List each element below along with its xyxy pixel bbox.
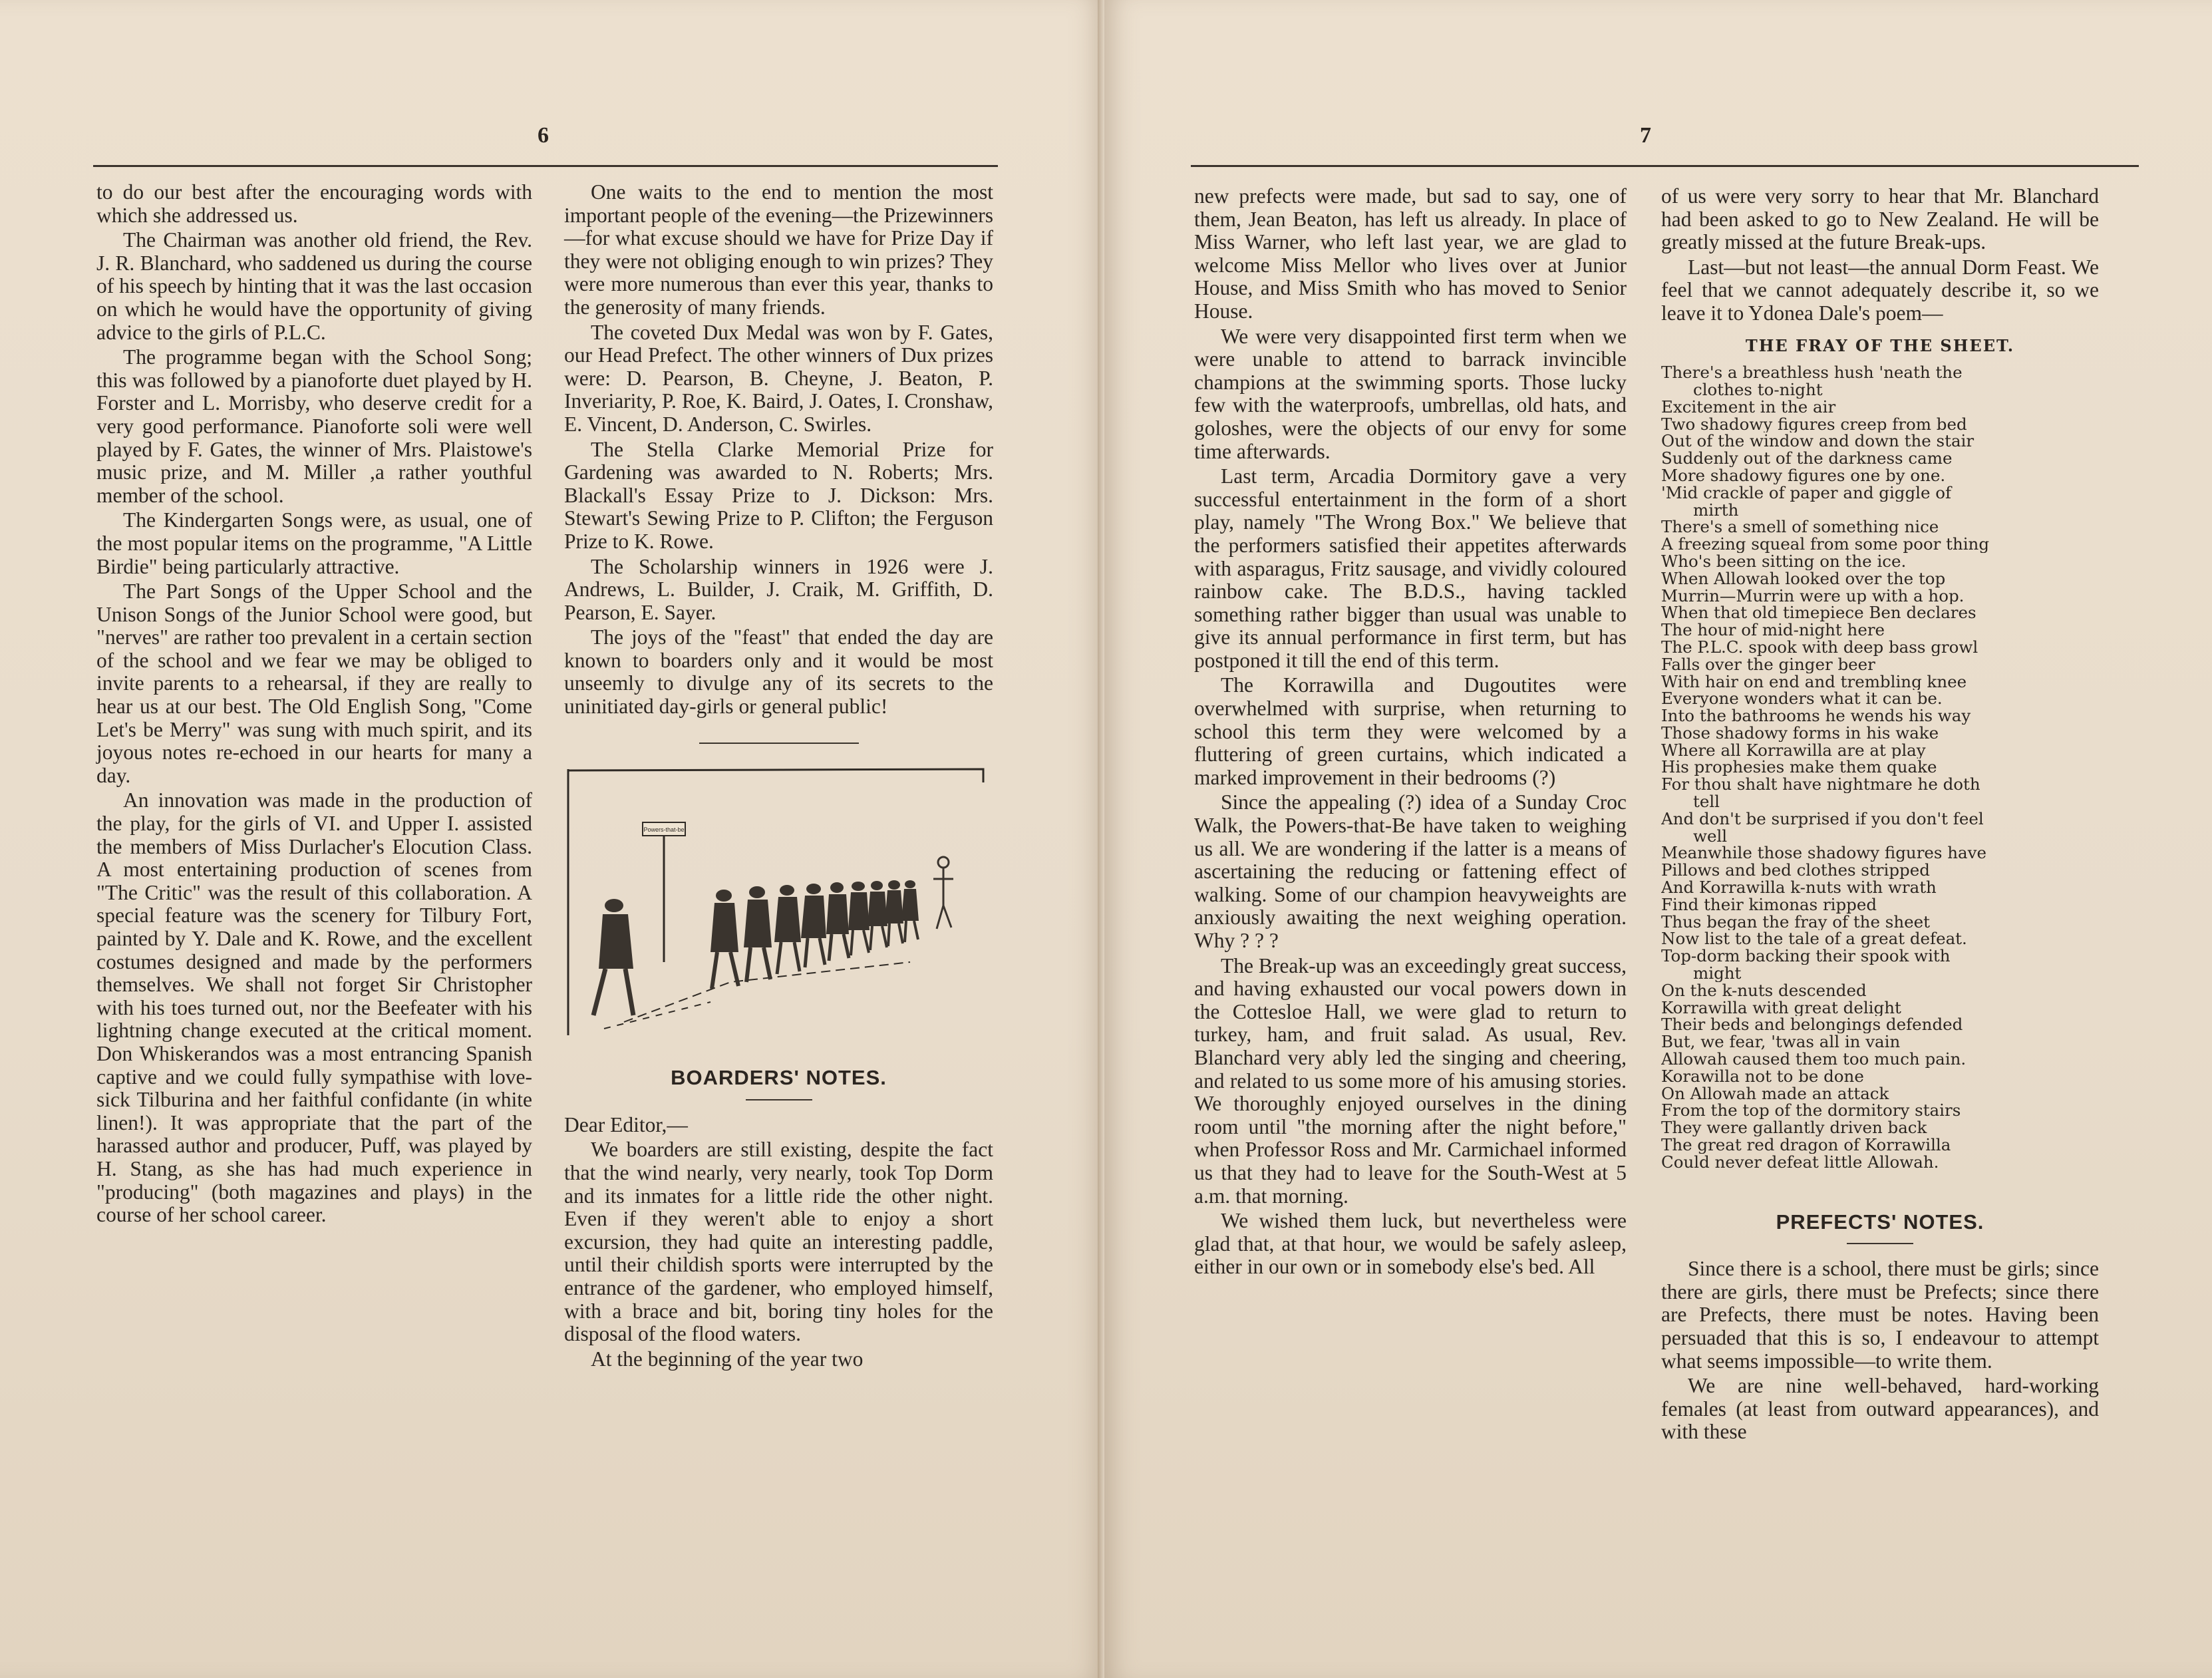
header-rule <box>1191 165 2139 167</box>
poem-line: Those shadowy forms in his wake <box>1661 724 1939 742</box>
paragraph: We are nine well-behaved, hard-working females (at least from outward appearances), and with these <box>1661 1374 2099 1444</box>
poem-line: Suddenly out of the darkness came <box>1661 450 1953 467</box>
poem-line: Allowah caused them too much pain. <box>1661 1051 1967 1068</box>
poem-line: Top-dorm backing their spook with <box>1661 947 1951 965</box>
poem-line: Excitement in the air <box>1661 398 1836 416</box>
paragraph: One waits to the end to mention the most important people of the evening—the Prizewinners—for what excuse should we have for Prize Day if they were not obliging enough to win prizes? They were more numerous than ever this year, thanks to the generosity of many friends. <box>564 180 993 319</box>
right-page-column-2 <box>1661 185 2099 1446</box>
poem-line: The great red dragon of Korrawilla <box>1661 1136 1951 1154</box>
paragraph: The Break-up was an exceedingly great success, and having exhausted our vocal powers down in the Cottesloe Hall, we were glad to return to turkey, ham, and fruit salad. As usual, Rev. Blanchard very ably led the singing and cheering, and related to us some more of his amusing stories. We thoroughly enjoyed ourselves in the dining room until "the morning after the night before," when Professor Ross and Mr. Carmichael informed us that they had to leave for the South-West at 5 a.m. that morning. <box>1194 953 1627 1208</box>
salutation: Dear Editor,— <box>564 1112 688 1136</box>
poem-line: well <box>1693 827 1728 845</box>
poem-line: On Allowah made an attack <box>1661 1085 1889 1102</box>
left-page <box>0 0 1104 1678</box>
paragraph: The Part Songs of the Upper School and the Unison Songs of the Junior School were good, but "nerves" are rather too prevalent in a certain section of the school and we fear we may be obliged to invite parents to a rehearsal, if they are really to hear us at our best. The Old English Song, "Come Let's be Merry" was sung with much spirit, and its joyous notes re-echoed in our hearts for many a day. <box>96 580 532 787</box>
poem-line: might <box>1693 965 1742 982</box>
page-number: 6 <box>538 123 549 148</box>
poem-line: Pillows and bed clothes stripped <box>1661 862 1930 880</box>
poem-line: Thus began the fray of the sheet <box>1661 913 1930 931</box>
prefects-notes-heading: PREFECTS' NOTES. <box>1776 1210 1984 1234</box>
paragraph: The coveted Dux Medal was won by F. Gates, our Head Prefect. The other winners of Dux prizes were: D. Pearson, B. Cheyne, J. Beaton, P. Inveriarity, P. Roe, K. Baird, J. Oates, I. Cronshaw, E. Vincent, D. Anderson, C. Swirles. <box>564 320 993 436</box>
paragraph: An innovation was made in the production of the play, for the girls of VI. and Upper I. assisted the members of Miss Durlacher's Elocution Class. A most entertaining production of scenes from "The Critic" was the result of this collaboration. A special feature was the scenery for Tilbury Fort, painted by Y. Dale and K. Rowe, and the excellent costumes designed and made by the performers themselves. We shall not forget Sir Christopher with his toes turned out, nor the Beefeater with his lightning change executed at the critical moment. Don Whiskerandos was a most entrancing Spanish captive and we could fully sympathise with love-sick Tilburina and her faithful confidante (in white linen!). It was appropriate that the part of the harassed author and producer, Puff, was played by H. Stang, as she has had much experience in "producing" (both magazines and plays) in the course of her school career. <box>96 788 532 1227</box>
poem-line: Murrin—Murrin were up with a hop. <box>1661 587 1965 605</box>
poem-line: For thou shalt have nightmare he doth <box>1661 776 1980 794</box>
poem-line: Out of the window and down the stair <box>1661 432 1975 450</box>
poem-line: Korawilla not to be done <box>1661 1067 1864 1085</box>
poem-line: More shadowy figures one by one. <box>1661 466 1946 484</box>
poem-line: There's a breathless hush 'neath the <box>1661 364 1963 381</box>
paragraph: We boarders are still existing, despite the fact that the wind nearly, very nearly, took Top Dorm and its inmates for a little ride the other night. Even if they weren't able to enjoy a short excursion, they had quite an interesting paddle, until their childish sports were interrupted by the entrance of the gardener, who employed himself, with a brace and bit, boring tiny holes for the disposal of the flood waters. <box>564 1138 993 1346</box>
paragraph: We wished them luck, but nevertheless were glad that, at that hour, we would be safely asleep, either in our own or in somebody else's bed. All <box>1194 1209 1627 1279</box>
page-number: 7 <box>1640 123 1651 148</box>
poem-line: The hour of mid-night here <box>1661 621 1885 639</box>
poem-line: Korrawilla with great delight <box>1661 999 1901 1017</box>
poem-line: Could never defeat little Allowah. <box>1661 1153 1939 1171</box>
boarders-notes-heading: BOARDERS' NOTES. <box>671 1066 887 1090</box>
poem-line: When Allowah looked over the top <box>1661 570 1946 587</box>
heading-rule <box>746 1099 812 1100</box>
sign-label: Powers-that-be <box>643 826 685 833</box>
poem-line: Into the bathrooms he wends his way <box>1661 707 1971 725</box>
paragraph: Last—but not least—the annual Dorm Feast. We feel that we cannot adequately describe it, so we leave it to Ydonea Dale's poem— <box>1661 255 2099 325</box>
poem-line: From the top of the dormitory stairs <box>1661 1102 1961 1120</box>
poem-line: When that old timepiece Ben declares <box>1661 604 1976 622</box>
poem-line: 'Mid crackle of paper and giggle of <box>1661 484 1952 502</box>
poem-line: With hair on end and trembling knee <box>1661 673 1967 691</box>
left-page-column-2 <box>564 181 993 1373</box>
poem-line: And don't be surprised if you don't feel <box>1661 810 1984 828</box>
poem <box>1661 364 2099 1170</box>
poem-line: But, we fear, 'twas all in vain <box>1661 1033 1901 1051</box>
paragraph: new prefects were made, but sad to say, one of them, Jean Beaton, has left us already. In place of Miss Warner, who left last year, we are glad to welcome Miss Mellor who lives over at Junior House, and Miss Smith who has moved to Senior House. <box>1194 184 1627 323</box>
poem-line: Two shadowy figures creep from bed <box>1661 415 1967 433</box>
poem-line: Falls over the ginger beer <box>1661 655 1875 673</box>
croc-walk-illustration <box>564 762 993 1047</box>
poem-line: Their beds and belongings defended <box>1661 1016 1963 1034</box>
left-page-column-1 <box>96 181 532 1229</box>
paragraph: of us were very sorry to hear that Mr. Blanchard had been asked to go to New Zealand. He will be greatly missed at the future Break-ups. <box>1661 184 2099 254</box>
paragraph: Last term, Arcadia Dormitory gave a very successful entertainment in the form of a short play, namely "The Wrong Box." We believe that the performers satisfied their appetites afterwards with asparagus, Fritz sausage, and vividly coloured rainbow cake. The B.D.S., having tackled something rather bigger than usual was unable to give its annual performance in first term, but has postponed it till the end of this term. <box>1194 464 1627 672</box>
paragraph: At the beginning of the year two <box>591 1347 864 1371</box>
paragraph: The programme began with the School Song; this was followed by a pianoforte duet played by H. Forster and L. Morrisby, who deserve credit for a very good performance. Pianoforte soli were well played by F. Gates, the winner of Mrs. Plaistowe's music prize, and M. Miller ,a rather youthful member of the school. <box>96 345 532 507</box>
heading-rule <box>1847 1243 1913 1244</box>
paragraph: The Stella Clarke Memorial Prize for Gardening was awarded to N. Roberts; Mrs. Blackall's Essay Prize to J. Dickson: Mrs. Stewart's Sewing Prize to P. Clifton; the Ferguson Prize to K. Rowe. <box>564 437 993 553</box>
paragraph: The joys of the "feast" that ended the day are known to boarders only and it would be most unseemly to divulge any of its secrets to the uninitiated day-girls or general public! <box>564 625 993 719</box>
croc-walk-drawing <box>564 762 990 1042</box>
poem-title: THE FRAY OF THE SHEET. <box>1745 335 2015 355</box>
poem-line: tell <box>1693 793 1720 810</box>
poem-line: His prophesies make them quake <box>1661 758 1937 776</box>
paragraph: Since there is a school, there must be girls; since there are girls, there must be Prefects; since there are Prefects, there must be notes. Having been persuaded that this is so, I endeavour to attempt what seems impossible—to write them. <box>1661 1257 2099 1373</box>
poem-line: Everyone wonders what it can be. <box>1661 690 1943 708</box>
paragraph: to do our best after the encouraging words with which she addressed us. <box>96 180 532 227</box>
header-rule <box>93 165 998 167</box>
poem-line: Meanwhile those shadowy figures have <box>1661 844 1987 862</box>
right-page-column-1 <box>1194 185 1627 1281</box>
paragraph: The Korrawilla and Dugoutites were overwhelmed with surprise, when returning to school this term they were welcomed by a fluttering of green curtains, which indicated a marked improvement in their bedrooms (?) <box>1194 673 1627 789</box>
paragraph: The Scholarship winners in 1926 were J. Andrews, L. Builder, J. Craik, M. Griffith, D. Pearson, E. Sayer. <box>564 554 993 624</box>
poem-line: Now list to the tale of a great defeat. <box>1661 930 1967 948</box>
paragraph: We were very disappointed first term when we were unable to attend to barrack invincible champions at the swimming sports. Those lucky few with the waterproofs, umbrellas, old hats, and goloshes, were the objects of our envy for some time afterwards. <box>1194 324 1627 463</box>
poem-line: And Korrawilla k-nuts with wrath <box>1661 879 1937 896</box>
poem-line: mirth <box>1693 501 1739 519</box>
poem-line: Where all Korrawilla are at play <box>1661 741 1926 759</box>
poem-line: The P.L.C. spook with deep bass growl <box>1661 638 1978 656</box>
poem-line: There's a smell of something nice <box>1661 518 1939 536</box>
poem-line: A freezing squeal from some poor thing <box>1661 536 1990 553</box>
paragraph: Since the appealing (?) idea of a Sunday Croc Walk, the Powers-that-Be have taken to weighing us all. We are wondering if the latter is a means of ascertaining the reducing or fattening effect of walking. Some of our champion heavyweights are anxiously awaiting the next weighing operation. Why ? ? ? <box>1194 790 1627 952</box>
paragraph: The Chairman was another old friend, the Rev. J. R. Blanchard, who saddened us during the course of his speech by hinting that it was the last occasion on which he would have the opportunity of giving advice to the girls of P.L.C. <box>96 228 532 344</box>
poem-line: They were gallantly driven back <box>1661 1119 1927 1137</box>
right-page <box>1104 0 2212 1678</box>
paragraph: The Kindergarten Songs were, as usual, one of the most popular items on the programme, "A Little Birdie" being particularly attractive. <box>96 508 532 578</box>
poem-line: On the k-nuts descended <box>1661 981 1867 999</box>
poem-line: Find their kimonas ripped <box>1661 896 1877 914</box>
section-divider <box>699 743 859 744</box>
poem-line: Who's been sitting on the ice. <box>1661 552 1907 570</box>
poem-line: clothes to-night <box>1693 381 1823 399</box>
